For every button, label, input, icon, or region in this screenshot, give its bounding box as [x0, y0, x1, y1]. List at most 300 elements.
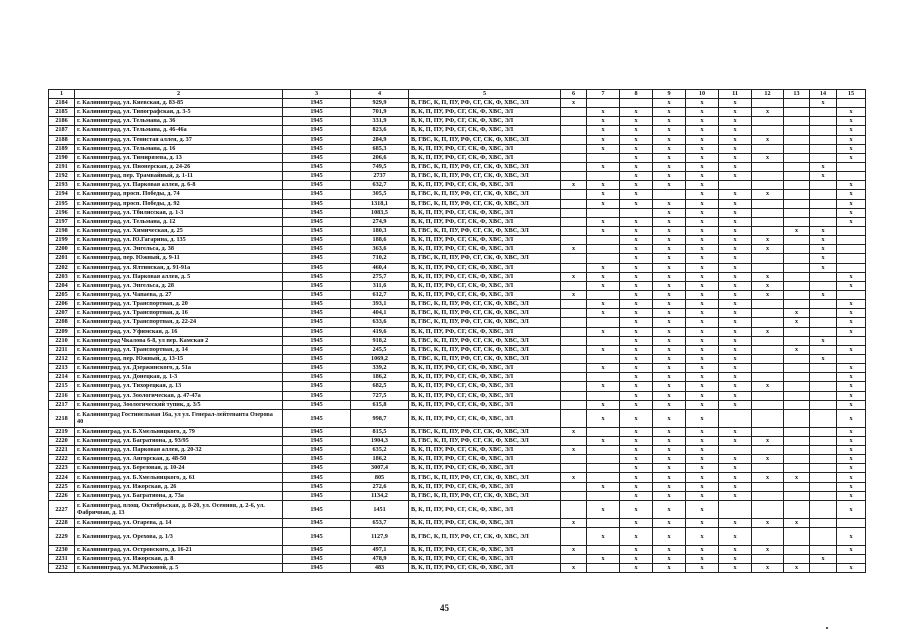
area-cell: 274,9	[351, 217, 409, 226]
row-number: 2230	[49, 546, 75, 555]
mark-cell: x	[837, 327, 866, 336]
mark-cell: x	[620, 217, 653, 226]
year-cell: 1945	[283, 281, 351, 290]
table-row	[49, 318, 866, 327]
mark-cell: x	[784, 309, 810, 318]
mark-cell	[810, 300, 837, 309]
mark-cell	[784, 546, 810, 555]
mark-cell	[561, 391, 587, 400]
mark-cell	[784, 162, 810, 171]
systems-cell: В, К, П, ПУ, РФ, СГ, СК, Ф, ХВС, ЭЛ	[409, 108, 561, 117]
mark-cell	[752, 373, 784, 382]
row-number: 2215	[49, 382, 75, 391]
row-number: 2187	[49, 126, 75, 135]
mark-cell: x	[620, 555, 653, 564]
address-cell: г. Калининград, ул. Энгельса, д. 28	[75, 281, 283, 290]
mark-cell	[719, 181, 752, 190]
mark-cell	[752, 309, 784, 318]
mark-cell	[810, 400, 837, 409]
mark-cell: x	[719, 473, 752, 482]
mark-cell	[752, 217, 784, 226]
mark-cell: x	[719, 290, 752, 299]
column-header: 8	[620, 90, 653, 99]
area-cell: 823,6	[351, 126, 409, 135]
mark-cell: x	[784, 473, 810, 482]
mark-cell: x	[686, 199, 719, 208]
mark-cell: x	[719, 373, 752, 382]
address-cell: г. Калининград, ул. Багратиона, д. 73а	[75, 491, 283, 500]
row-number: 2214	[49, 373, 75, 382]
row-number: 2205	[49, 290, 75, 299]
mark-cell	[752, 226, 784, 235]
systems-cell: В, К, П, ПУ, РФ, СГ, СК, Ф, ХВС, ЭЛ	[409, 126, 561, 135]
mark-cell: x	[784, 345, 810, 354]
mark-cell: x	[686, 500, 719, 518]
address-cell: г. Калининград, ул. Тельмана, д. 36	[75, 117, 283, 126]
year-cell: 1945	[283, 336, 351, 345]
year-cell: 1945	[283, 144, 351, 153]
mark-cell	[810, 117, 837, 126]
table-row	[49, 99, 866, 108]
mark-cell	[784, 208, 810, 217]
mark-cell: x	[752, 272, 784, 281]
mark-cell: x	[620, 364, 653, 373]
mark-cell: x	[653, 135, 686, 144]
table-row	[49, 208, 866, 217]
mark-cell	[837, 263, 866, 272]
address-cell: г. Калининград, пер. Трамвайный, д. 1-11	[75, 172, 283, 181]
mark-cell: x	[561, 473, 587, 482]
mark-cell: x	[686, 117, 719, 126]
mark-cell: x	[620, 153, 653, 162]
mark-cell	[752, 162, 784, 171]
year-cell: 1945	[283, 217, 351, 226]
mark-cell: x	[719, 354, 752, 363]
mark-cell: x	[686, 482, 719, 491]
mark-cell: x	[653, 290, 686, 299]
mark-cell: x	[837, 455, 866, 464]
systems-cell: В, К, П, ПУ, РФ, СГ, СК, Ф, ХВС, ЭЛ	[409, 500, 561, 518]
systems-cell: В, ГВС, К, П, ПУ, РФ, СГ, СК, Ф, ХВС, ЭЛ	[409, 162, 561, 171]
mark-cell: x	[587, 300, 620, 309]
mark-cell	[784, 108, 810, 117]
mark-cell: x	[752, 518, 784, 527]
mark-cell	[752, 300, 784, 309]
year-cell: 1945	[283, 190, 351, 199]
area-cell: 633,6	[351, 318, 409, 327]
mark-cell: x	[719, 482, 752, 491]
mark-cell: x	[653, 464, 686, 473]
mark-cell: x	[620, 135, 653, 144]
mark-cell	[784, 555, 810, 564]
systems-cell: В, ГВС, К, П, ПУ, РФ, СГ, СК, Ф, ХВС, ЭЛ	[409, 473, 561, 482]
mark-cell	[752, 409, 784, 427]
mark-cell: x	[620, 226, 653, 235]
area-cell: 929,9	[351, 99, 409, 108]
mark-cell	[752, 364, 784, 373]
mark-cell	[837, 518, 866, 527]
table-row	[49, 117, 866, 126]
area-cell: 2737	[351, 172, 409, 181]
systems-cell: В, ГВС, К, П, ПУ, РФ, СГ, СК, Ф, ХВС, ЭЛ	[409, 254, 561, 263]
systems-cell: В, ГВС, К, П, ПУ, РФ, СГ, СК, Ф, ХВС, ЭЛ	[409, 491, 561, 500]
mark-cell: x	[837, 272, 866, 281]
column-header: 2	[75, 90, 283, 99]
area-cell: 632,7	[351, 181, 409, 190]
year-cell: 1945	[283, 546, 351, 555]
table-row	[49, 135, 866, 144]
mark-cell	[587, 373, 620, 382]
mark-cell: x	[653, 263, 686, 272]
mark-cell: x	[719, 108, 752, 117]
row-number: 2218	[49, 409, 75, 427]
mark-cell: x	[653, 427, 686, 436]
mark-cell: x	[719, 300, 752, 309]
mark-cell: x	[686, 272, 719, 281]
year-cell: 1945	[283, 245, 351, 254]
mark-cell: x	[653, 272, 686, 281]
row-number: 2199	[49, 236, 75, 245]
address-cell: г. Калининград, ул. Б.Хмельницкого, д. 79	[75, 427, 283, 436]
mark-cell: x	[561, 272, 587, 281]
area-cell: 1127,9	[351, 528, 409, 546]
mark-cell: x	[837, 400, 866, 409]
mark-cell: x	[686, 364, 719, 373]
address-cell: г. Калининград, ул. Тельмана, д. 12	[75, 217, 283, 226]
row-number: 2193	[49, 181, 75, 190]
systems-cell: В, К, П, ПУ, РФ, СГ, СК, Ф, ХВС, ЭЛ	[409, 464, 561, 473]
mark-cell: x	[752, 327, 784, 336]
table-row	[49, 108, 866, 117]
mark-cell: x	[686, 427, 719, 436]
systems-cell: В, ГВС, К, П, ПУ, РФ, СГ, СК, Ф, ХВС, ЭЛ	[409, 190, 561, 199]
mark-cell	[837, 172, 866, 181]
systems-cell: В, К, П, ПУ, РФ, СГ, СК, Ф, ХВС, ЭЛ	[409, 482, 561, 491]
year-cell: 1945	[283, 199, 351, 208]
mark-cell: x	[620, 309, 653, 318]
mark-cell: x	[719, 208, 752, 217]
mark-cell: x	[686, 208, 719, 217]
column-header: 7	[587, 90, 620, 99]
address-cell: г. Калининград, площ. Октябрьская, д. 8-20, ул. Осенняя, д. 2-6, ул. Фабричная, д. 13	[75, 500, 283, 518]
mark-cell: x	[837, 217, 866, 226]
mark-cell: x	[752, 473, 784, 482]
address-cell: г. Калининград, ул. М.Расковой, д. 5	[75, 564, 283, 573]
mark-cell: x	[653, 217, 686, 226]
mark-cell: x	[752, 436, 784, 445]
mark-cell: x	[686, 263, 719, 272]
year-cell: 1945	[283, 117, 351, 126]
mark-cell	[561, 190, 587, 199]
systems-cell: В, К, П, ПУ, РФ, СГ, СК, Ф, ХВС, ЭЛ	[409, 327, 561, 336]
mark-cell	[752, 555, 784, 564]
mark-cell: x	[719, 400, 752, 409]
mark-cell	[810, 108, 837, 117]
mark-cell: x	[620, 446, 653, 455]
mark-cell	[587, 491, 620, 500]
row-number: 2222	[49, 455, 75, 464]
mark-cell	[587, 427, 620, 436]
row-number: 2210	[49, 336, 75, 345]
year-cell: 1945	[283, 135, 351, 144]
mark-cell	[810, 208, 837, 217]
mark-cell	[784, 500, 810, 518]
mark-cell: x	[752, 236, 784, 245]
table-row	[49, 354, 866, 363]
mark-cell: x	[719, 226, 752, 235]
area-cell: 305,5	[351, 190, 409, 199]
mark-cell	[784, 190, 810, 199]
systems-cell: В, ГВС, К, П, ПУ, РФ, СГ, СК, Ф, ХВС, ЭЛ	[409, 436, 561, 445]
table-row	[49, 153, 866, 162]
mark-cell: x	[719, 309, 752, 318]
mark-cell: x	[784, 318, 810, 327]
row-number: 2186	[49, 117, 75, 126]
mark-cell	[752, 172, 784, 181]
address-cell: г. Калининград, ул. Типографская, д. 3-5	[75, 108, 283, 117]
systems-cell: В, К, П, ПУ, РФ, СГ, СК, Ф, ХВС, ЭЛ	[409, 400, 561, 409]
mark-cell	[784, 99, 810, 108]
mark-cell	[719, 446, 752, 455]
mark-cell	[561, 354, 587, 363]
mark-cell	[752, 446, 784, 455]
area-cell: 419,6	[351, 327, 409, 336]
table-row	[49, 482, 866, 491]
mark-cell	[587, 318, 620, 327]
mark-cell	[752, 528, 784, 546]
mark-cell: x	[752, 455, 784, 464]
mark-cell	[752, 491, 784, 500]
mark-cell: x	[837, 364, 866, 373]
mark-cell	[587, 99, 620, 108]
mark-cell: x	[686, 455, 719, 464]
mark-cell	[561, 153, 587, 162]
row-number: 2217	[49, 400, 75, 409]
mark-cell: x	[837, 190, 866, 199]
mark-cell: x	[810, 254, 837, 263]
mark-cell: x	[719, 464, 752, 473]
address-cell: г. Калининград, ул. Тихорецкая, д. 13	[75, 382, 283, 391]
table-row	[49, 281, 866, 290]
mark-cell: x	[653, 446, 686, 455]
mark-cell: x	[837, 373, 866, 382]
mark-cell	[561, 482, 587, 491]
mark-cell	[810, 144, 837, 153]
address-cell: г. Калининград, пер. Южный, д. 13-15	[75, 354, 283, 363]
year-cell: 1945	[283, 226, 351, 235]
mark-cell: x	[719, 162, 752, 171]
mark-cell: x	[653, 208, 686, 217]
mark-cell: x	[653, 409, 686, 427]
mark-cell: x	[810, 555, 837, 564]
mark-cell	[653, 190, 686, 199]
mark-cell: x	[587, 217, 620, 226]
mark-cell: x	[653, 473, 686, 482]
mark-cell	[784, 172, 810, 181]
mark-cell	[752, 391, 784, 400]
address-cell: г. Калининград, ул. Транспортная, д. 20	[75, 300, 283, 309]
area-cell: 1904,3	[351, 436, 409, 445]
area-cell: 1083,5	[351, 208, 409, 217]
address-cell: г. Калининград, ул. Парковая аллея, д. 20-32	[75, 446, 283, 455]
systems-cell: В, К, П, ПУ, РФ, СГ, СК, Ф, ХВС, ЭЛ	[409, 518, 561, 527]
mark-cell: x	[719, 263, 752, 272]
mark-cell	[810, 126, 837, 135]
mark-cell	[587, 518, 620, 527]
area-cell: 311,6	[351, 281, 409, 290]
mark-cell: x	[653, 309, 686, 318]
mark-cell	[587, 473, 620, 482]
table-row	[49, 327, 866, 336]
mark-cell: x	[719, 172, 752, 181]
mark-cell: x	[620, 181, 653, 190]
area-cell: 727,5	[351, 391, 409, 400]
mark-cell: x	[620, 382, 653, 391]
mark-cell: x	[686, 373, 719, 382]
systems-cell: В, ГВС, К, П, ПУ, РФ, СГ, СК, Ф, ХВС, ЭЛ	[409, 99, 561, 108]
mark-cell	[784, 117, 810, 126]
address-cell: г. Калининград, ул. Энгельса, д. 38	[75, 245, 283, 254]
mark-cell	[810, 190, 837, 199]
mark-cell: x	[837, 446, 866, 455]
area-cell: 1318,1	[351, 199, 409, 208]
mark-cell: x	[686, 391, 719, 400]
mark-cell: x	[620, 491, 653, 500]
mark-cell: x	[587, 400, 620, 409]
mark-cell: x	[837, 482, 866, 491]
table-row	[49, 491, 866, 500]
year-cell: 1945	[283, 400, 351, 409]
address-cell: г. Калининград, ул. Багратиона, д. 93/95	[75, 436, 283, 445]
mark-cell	[810, 464, 837, 473]
mark-cell	[784, 382, 810, 391]
address-cell: г. Калининград, ул. Тенистая аллея, д. 37	[75, 135, 283, 144]
year-cell: 1945	[283, 290, 351, 299]
mark-cell	[587, 254, 620, 263]
area-cell: 805	[351, 473, 409, 482]
mark-cell: x	[587, 528, 620, 546]
mark-cell	[784, 354, 810, 363]
mark-cell	[784, 455, 810, 464]
mark-cell: x	[653, 436, 686, 445]
year-cell: 1945	[283, 427, 351, 436]
mark-cell	[561, 318, 587, 327]
mark-cell	[561, 491, 587, 500]
mark-cell: x	[587, 162, 620, 171]
mark-cell	[810, 135, 837, 144]
mark-cell: x	[719, 327, 752, 336]
mark-cell: x	[719, 126, 752, 135]
row-number: 2228	[49, 518, 75, 527]
mark-cell: x	[620, 117, 653, 126]
mark-cell	[837, 162, 866, 171]
mark-cell: x	[620, 327, 653, 336]
mark-cell	[561, 500, 587, 518]
area-cell: 180,3	[351, 226, 409, 235]
row-number: 2190	[49, 153, 75, 162]
mark-cell	[561, 400, 587, 409]
row-number: 2200	[49, 245, 75, 254]
year-cell: 1945	[283, 162, 351, 171]
table-row	[49, 427, 866, 436]
systems-cell: В, ГВС, К, П, ПУ, РФ, СГ, СК, Ф, ХВС, ЭЛ	[409, 135, 561, 144]
mark-cell: x	[653, 345, 686, 354]
area-cell: 206,6	[351, 153, 409, 162]
row-number: 2212	[49, 354, 75, 363]
year-cell: 1945	[283, 263, 351, 272]
year-cell: 1945	[283, 300, 351, 309]
table-row	[49, 245, 866, 254]
table-row	[49, 446, 866, 455]
mark-cell: x	[653, 300, 686, 309]
mark-cell: x	[653, 162, 686, 171]
mark-cell	[561, 455, 587, 464]
mark-cell: x	[837, 436, 866, 445]
mark-cell: x	[653, 354, 686, 363]
row-number: 2229	[49, 528, 75, 546]
mark-cell	[837, 290, 866, 299]
mark-cell: x	[810, 172, 837, 181]
systems-cell: В, К, П, ПУ, РФ, СГ, СК, Ф, ХВС, ЭЛ	[409, 409, 561, 427]
address-cell: г. Калининград, ул. Тимирязева, д. 13	[75, 153, 283, 162]
mark-cell	[784, 153, 810, 162]
year-cell: 1945	[283, 309, 351, 318]
systems-cell: В, ГВС, К, П, ПУ, РФ, СГ, СК, Ф, ХВС, ЭЛ	[409, 528, 561, 546]
year-cell: 1945	[283, 354, 351, 363]
area-cell: 339,2	[351, 364, 409, 373]
mark-cell: x	[561, 564, 587, 573]
mark-cell	[587, 245, 620, 254]
year-cell: 1945	[283, 409, 351, 427]
mark-cell	[561, 144, 587, 153]
mark-cell: x	[653, 546, 686, 555]
mark-cell: x	[561, 446, 587, 455]
mark-cell: x	[752, 153, 784, 162]
mark-cell	[784, 217, 810, 226]
mark-cell: x	[587, 364, 620, 373]
mark-cell	[561, 373, 587, 382]
area-cell: 701,9	[351, 108, 409, 117]
column-header: 6	[561, 90, 587, 99]
mark-cell: x	[810, 226, 837, 235]
mark-cell	[810, 482, 837, 491]
table-row	[49, 400, 866, 409]
mark-cell	[784, 290, 810, 299]
systems-cell: В, К, П, ПУ, РФ, СГ, СК, Ф, ХВС, ЭЛ	[409, 281, 561, 290]
mark-cell: x	[837, 108, 866, 117]
year-cell: 1945	[283, 236, 351, 245]
year-cell: 1945	[283, 473, 351, 482]
column-header: 12	[752, 90, 784, 99]
address-cell: г. Калининград, просп. Победы, д. 74	[75, 190, 283, 199]
mark-cell: x	[587, 144, 620, 153]
mark-cell: x	[837, 208, 866, 217]
mark-cell	[784, 436, 810, 445]
mark-cell: x	[561, 546, 587, 555]
mark-cell	[784, 400, 810, 409]
mark-cell: x	[810, 263, 837, 272]
systems-cell: В, ГВС, К, П, ПУ, РФ, СГ, СК, Ф, ХВС, ЭЛ	[409, 427, 561, 436]
systems-cell: В, К, П, ПУ, РФ, СГ, СК, Ф, ХВС, ЭЛ	[409, 117, 561, 126]
mark-cell	[587, 564, 620, 573]
mark-cell	[810, 309, 837, 318]
table-row	[49, 500, 866, 518]
row-number: 2202	[49, 263, 75, 272]
mark-cell: x	[719, 217, 752, 226]
mark-cell	[561, 226, 587, 235]
mark-cell: x	[620, 236, 653, 245]
mark-cell	[810, 546, 837, 555]
